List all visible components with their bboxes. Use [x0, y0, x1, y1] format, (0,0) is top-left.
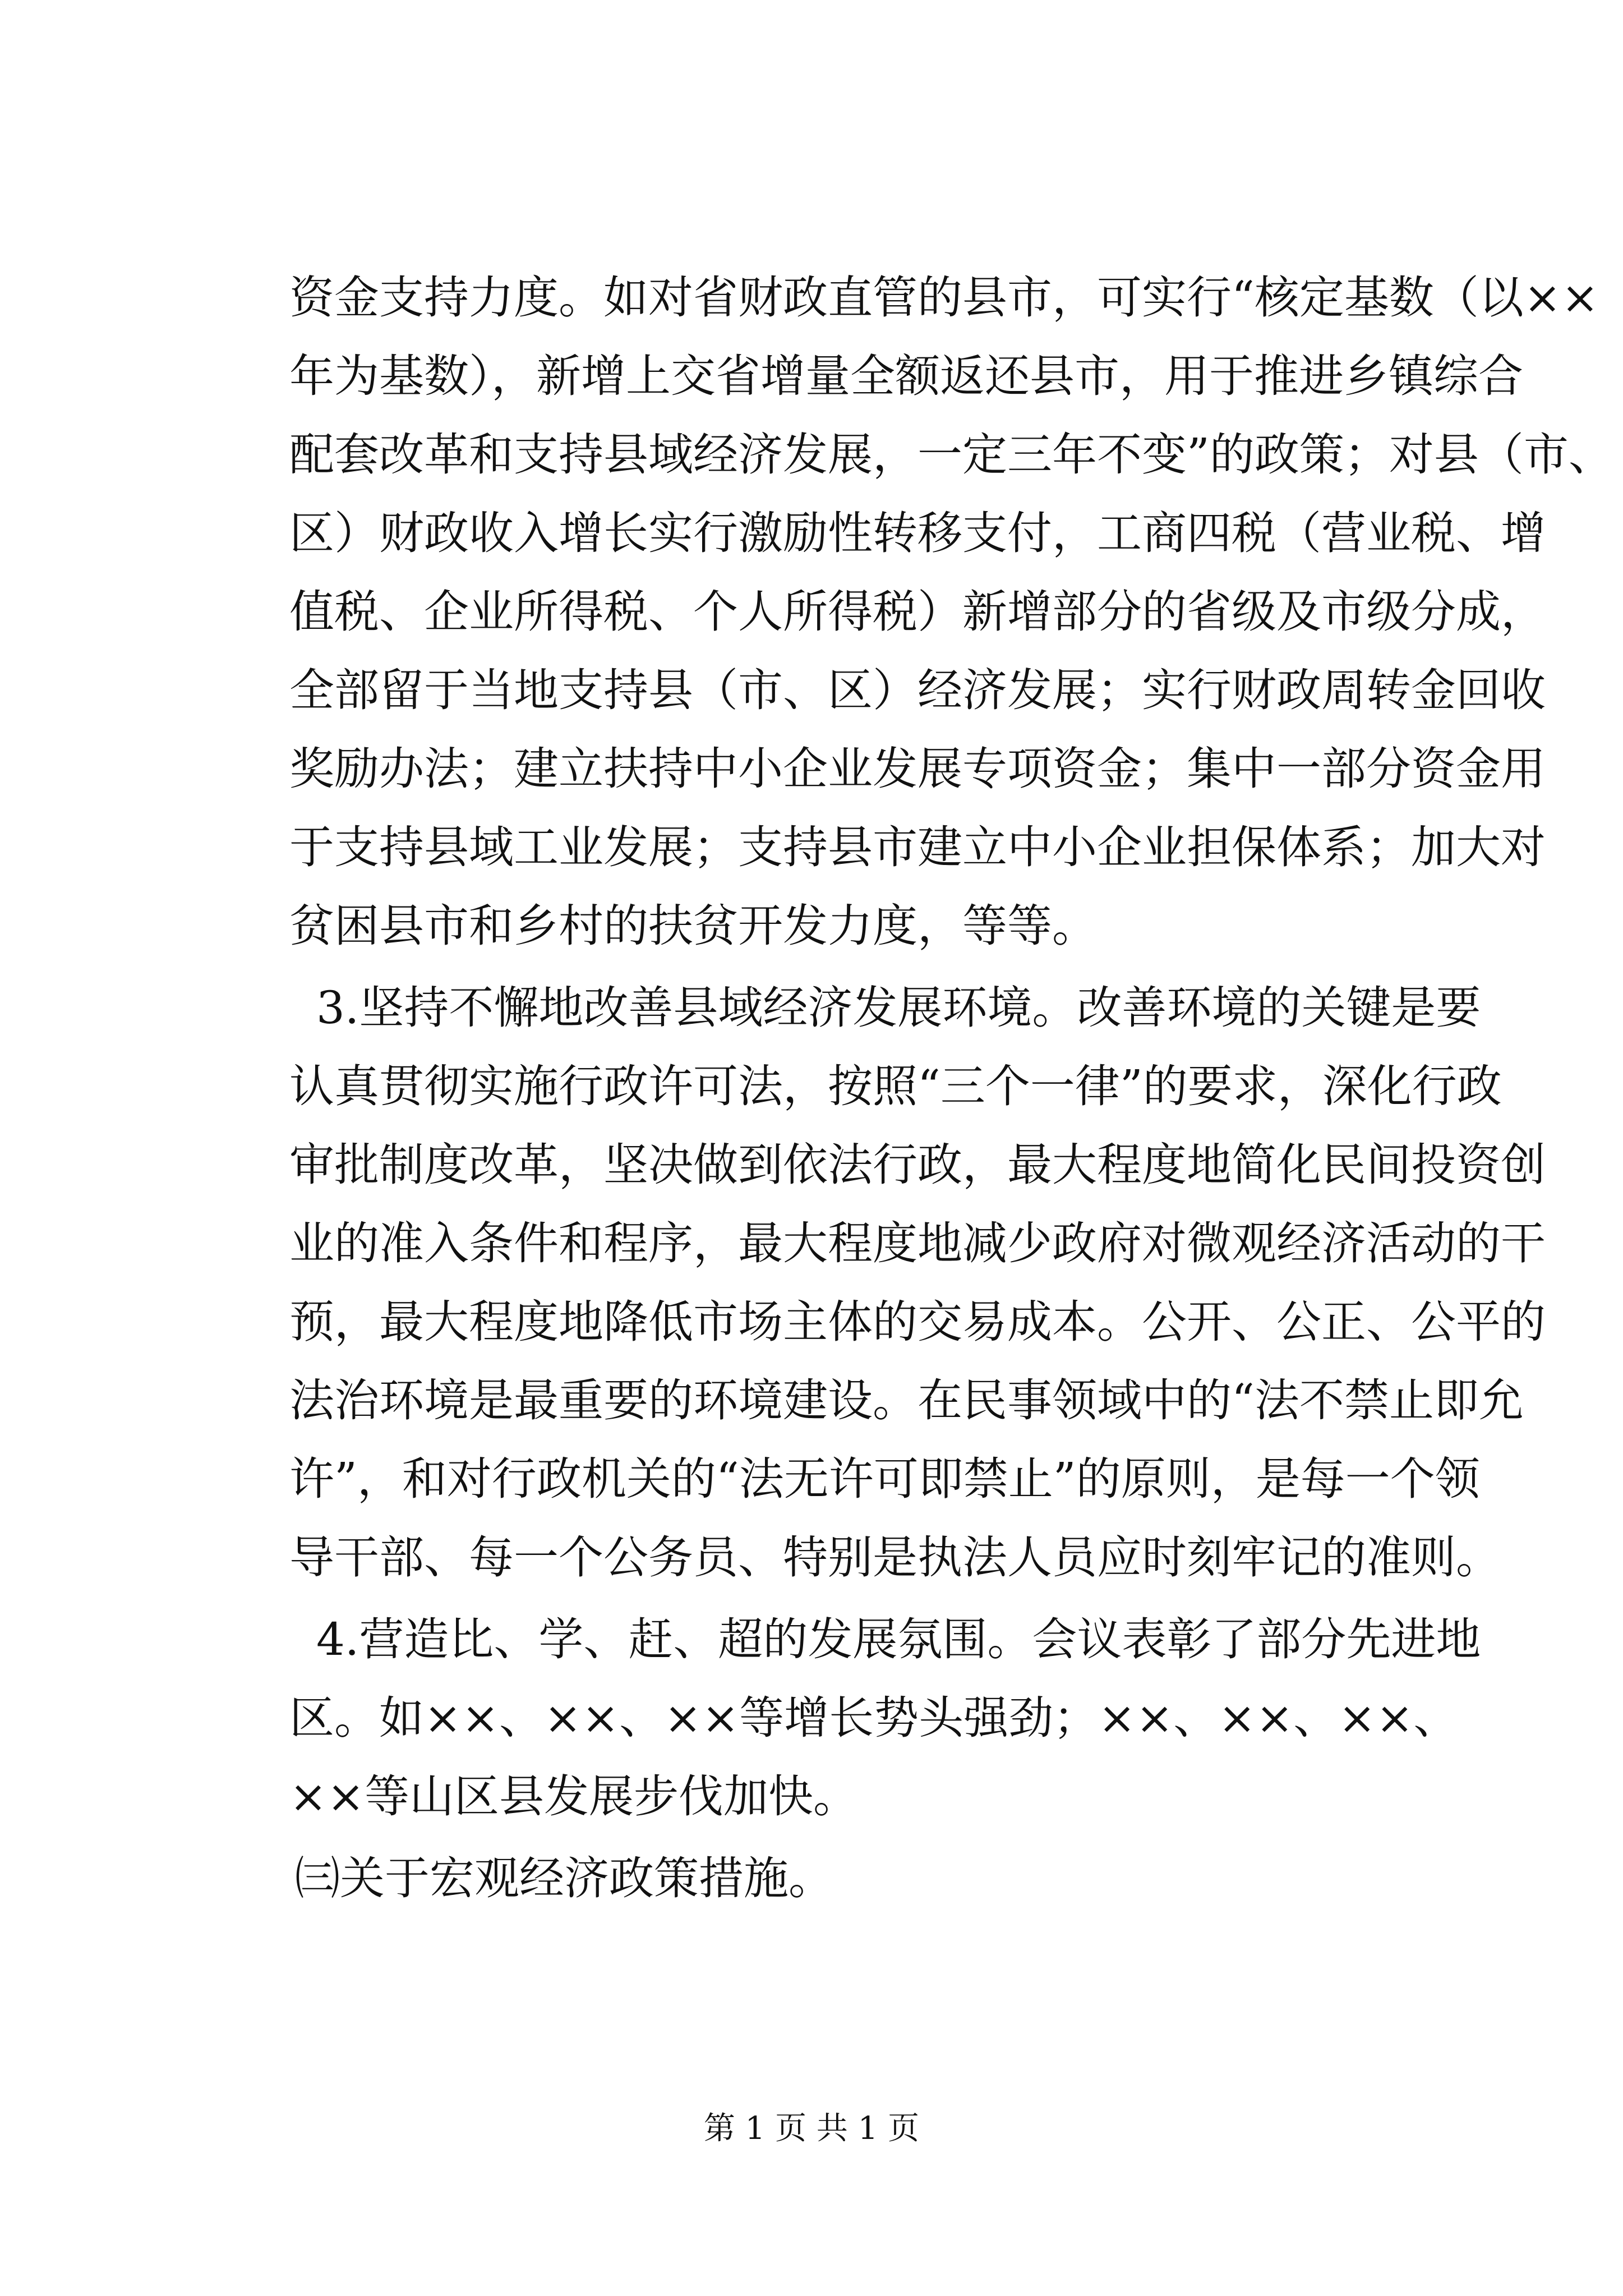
- text-line: 区。如××、××、××等增长势头强劲；××、××、××、: [289, 1692, 1459, 1744]
- text-line: 审批制度改革，坚决做到依法行政，最大程度地简化民间投资创: [289, 1139, 1546, 1191]
- text-line: 导干部、每一个公务员、特别是执法人员应时刻牢记的准则。: [289, 1531, 1501, 1584]
- text-line: 全部留于当地支持县（市、区）经济发展；实行财政周转金回收: [289, 664, 1546, 716]
- text-line: 区）财政收入增长实行激励性转移支付，工商四税（营业税、增: [289, 507, 1546, 559]
- text-line: 资金支持力度。如对省财政直管的县市，可实行“核定基数（以××: [289, 272, 1599, 324]
- text-line: 预，最大程度地降低市场主体的交易成本。公开、公正、公平的: [289, 1296, 1546, 1348]
- text-line: 奖励办法；建立扶持中小企业发展专项资金；集中一部分资金用: [289, 743, 1546, 795]
- text-line: 年为基数），新增上交省增量全额返还县市，用于推进乡镇综合: [289, 350, 1523, 402]
- paragraph-heading-3: 3.坚持不懈地改善县域经济发展环境。改善环境的关键是要: [316, 982, 1481, 1034]
- text-line: 法治环境是最重要的环境建设。在民事领域中的“法不禁止即允: [289, 1374, 1524, 1427]
- text-line: 贫困县市和乡村的扶贫开发力度，等等。: [289, 900, 1097, 952]
- page-footer: 第 1 页 共 1 页: [703, 2110, 920, 2147]
- text-line: 认真贯彻实施行政许可法，按照“三个一律”的要求，深化行政: [289, 1060, 1502, 1112]
- text-line: 配套改革和支持县域经济发展，一定三年不变”的政策；对县（市、: [289, 429, 1613, 481]
- section-heading: ㈢关于宏观经济政策措施。: [295, 1852, 833, 1904]
- text-line: 业的准入条件和程序，最大程度地减少政府对微观经济活动的干: [289, 1217, 1546, 1269]
- text-line: 值税、企业所得税、个人所得税）新增部分的省级及市级分成，: [289, 586, 1546, 638]
- text-line: 许”，和对行政机关的“法无许可即禁止”的原则，是每一个领: [289, 1453, 1480, 1505]
- text-line: 于支持县域工业发展；支持县市建立中小企业担保体系；加大对: [289, 821, 1546, 873]
- text-line: ××等山区县发展步伐加快。: [289, 1770, 859, 1823]
- paragraph-heading-4: 4.营造比、学、赶、超的发展氛围。会议表彰了部分先进地: [316, 1613, 1481, 1665]
